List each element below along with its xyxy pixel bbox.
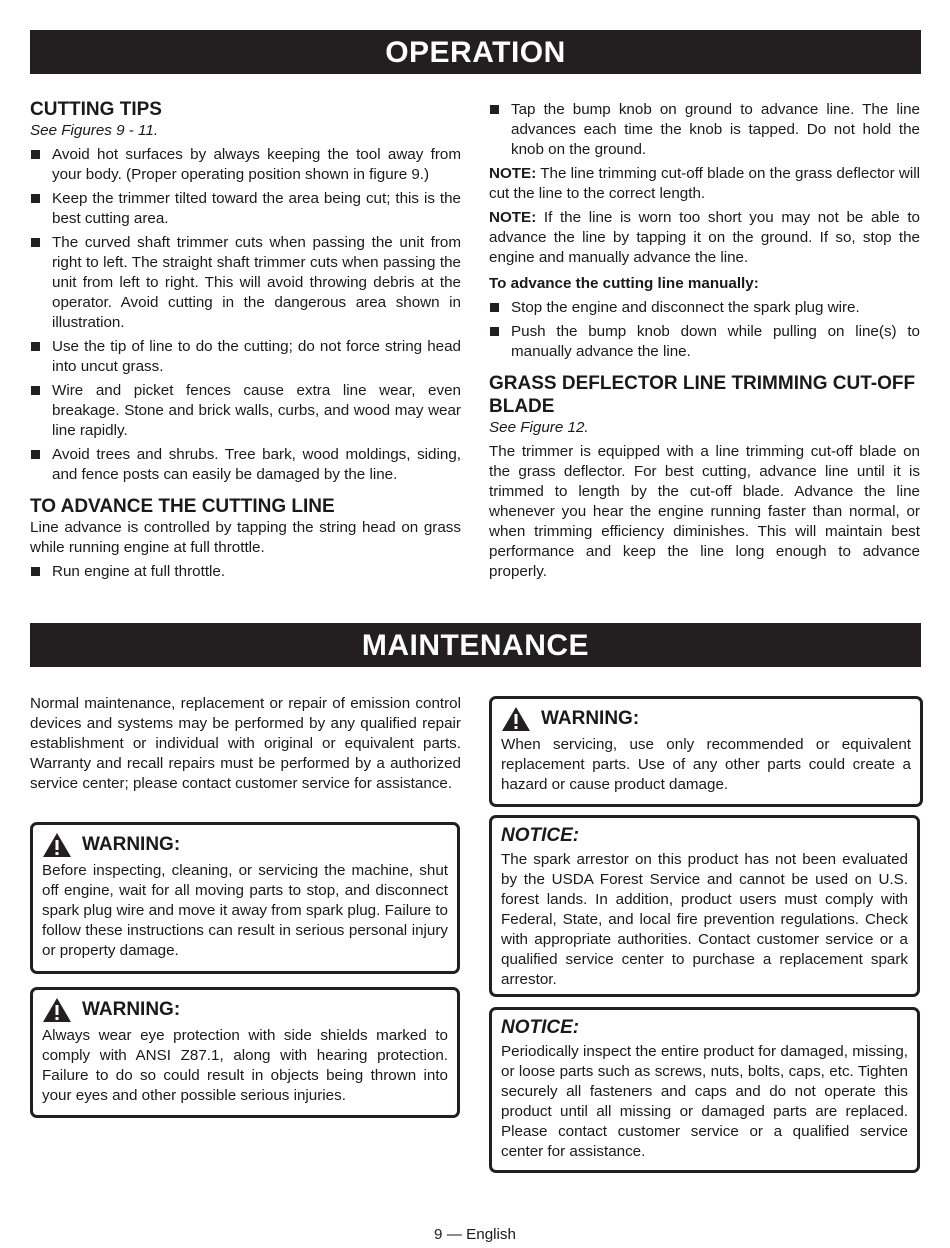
cutting-tips-list <box>30 145 461 485</box>
list-item: Run engine at full throttle. <box>30 562 461 582</box>
warning-title: WARNING: <box>82 999 181 1020</box>
advance-line-continued <box>489 100 920 586</box>
warning-title: WARNING: <box>82 834 181 855</box>
square-bullet-icon <box>490 105 499 114</box>
note-line-too-short: NOTE: If the line is worn too short you may not be able to advance the line by tapping it on the ground. If so, stop the engine and manually advance the line. <box>489 209 920 266</box>
advance-line-intro: Line advance is controlled by tapping the string head on grass while running engine at full throttle. <box>30 519 461 556</box>
warning-title: WARNING: <box>541 708 640 729</box>
maintenance-banner: MAINTENANCE <box>30 623 921 667</box>
list-item: Use the tip of line to do the cutting; do not force string head into uncut grass. <box>30 337 461 377</box>
square-bullet-icon <box>31 567 40 576</box>
operation-banner: OPERATION <box>30 30 921 74</box>
warning-text: Always wear eye protection with side shields marked to comply with ANSI Z87.1, along with hearing protection. Failure to do so could result in objects being thrown into your eyes and other possible serious injuries. <box>42 1027 448 1104</box>
list-item: Tap the bump knob on ground to advance line. The line advances each time the knob is tapped. Do not hold the knob on the ground. <box>489 100 920 160</box>
maintenance-intro <box>30 694 461 798</box>
list-item: The curved shaft trimmer cuts when passing the unit from right to left. The straight shaft trimmer cuts when passing the unit from left to right. This will avoid throwing debris at the operator. Avoid cutting in the dangerous area shown in illustration. <box>30 233 461 333</box>
square-bullet-icon <box>31 386 40 395</box>
list-item: Wire and picket fences cause extra line wear, even breakage. Stone and brick walls, curbs, and wood may wear line rapidly. <box>30 381 461 441</box>
list-item: Avoid hot surfaces by always keeping the tool away from your body. (Proper operating position shown in figure 9.) <box>30 145 461 185</box>
warning-box-inspecting <box>30 822 460 974</box>
manual-advance-list <box>489 298 920 362</box>
warning-triangle-icon <box>42 997 72 1023</box>
square-bullet-icon <box>31 238 40 247</box>
warning-triangle-icon <box>42 832 72 858</box>
warning-header <box>42 831 448 859</box>
maintenance-intro-text: Normal maintenance, replacement or repair of emission control devices and systems may be performed by any qualified repair establishment or individual with original or equivalent parts. Warranty and recall repairs must be performed by a authorized service center; please contact customer service for assistance. <box>30 695 461 792</box>
deflector-text: The trimmer is equipped with a line trimming cut-off blade on the grass deflector. For best cutting, advance line until it is trimmed to length by the cut-off blade. Advance the line whenever you hear the engine running faster than normal, or when trimming efficiency diminishes. This will maintain best performance and keep the line long enough to advance properly. <box>489 443 920 580</box>
advance-line-list-right <box>489 100 920 160</box>
square-bullet-icon <box>31 150 40 159</box>
warning-triangle-icon <box>501 706 531 732</box>
notice-text: The spark arrestor on this product has not been evaluated by the USDA Forest Service and cannot be used on U.S. forest lands. In addition, product users must comply with Federal, State, and local fire prevention regulations. Check with appropriate authorities. Contact customer service or a qualified service center to purchase a replacement spark arrestor. <box>501 851 908 988</box>
warning-box-eye-protection <box>30 987 460 1118</box>
advance-line-heading: TO ADVANCE THE CUTTING LINE <box>30 496 335 517</box>
manual-advance-heading: To advance the cutting line manually: <box>489 275 759 292</box>
notice-header <box>501 1016 908 1040</box>
deflector-see-figure: See Figure 12. <box>489 419 589 436</box>
warning-text: Before inspecting, cleaning, or servicing the machine, shut off engine, wait for all moving parts to stop, and disconnect spark plug wire and move it away from spark plug. Failure to follow these instructions can result in serious personal injury or property damage. <box>42 862 448 959</box>
advance-line-list-left <box>30 562 461 582</box>
notice-header <box>501 824 908 848</box>
notice-box-inspect <box>489 1007 920 1173</box>
cutting-tips-see-figures: See Figures 9 - 11. <box>30 122 159 139</box>
square-bullet-icon <box>490 303 499 312</box>
notice-title: NOTICE: <box>501 825 580 846</box>
deflector-heading: GRASS DEFLECTOR LINE TRIMMING CUT-OFF BLADE <box>489 373 916 417</box>
warning-header <box>501 705 911 733</box>
square-bullet-icon <box>31 450 40 459</box>
notice-title: NOTICE: <box>501 1017 580 1038</box>
list-item: Push the bump knob down while pulling on line(s) to manually advance the line. <box>489 322 920 362</box>
notice-text: Periodically inspect the entire product for damaged, missing, or loose parts such as screws, nuts, bolts, caps, etc. Tighten securely all fasteners and caps and do not operate this product until all missing or damaged parts are replaced. Please contact customer service or a qualified service center for assistance. <box>501 1043 908 1160</box>
warning-header <box>42 996 448 1024</box>
square-bullet-icon <box>31 342 40 351</box>
cutting-tips-heading: CUTTING TIPS <box>30 99 162 120</box>
warning-text: When servicing, use only recommended or equivalent replacement parts. Use of any other parts could create a hazard or cause product damage. <box>501 736 911 793</box>
list-item: Stop the engine and disconnect the spark plug wire. <box>489 298 920 318</box>
cutting-tips-section <box>30 98 461 586</box>
list-item: Keep the trimmer tilted toward the area being cut; this is the best cutting area. <box>30 189 461 229</box>
warning-box-servicing <box>489 696 923 807</box>
list-item: Avoid trees and shrubs. Tree bark, wood moldings, siding, and fence posts can easily be damaged by the line. <box>30 445 461 485</box>
page-footer: 9 — English <box>434 1226 516 1243</box>
square-bullet-icon <box>31 194 40 203</box>
note-line-cut-off: NOTE: The line trimming cut-off blade on the grass deflector will cut the line to the correct length. <box>489 165 920 202</box>
notice-box-spark-arrestor <box>489 815 920 997</box>
square-bullet-icon <box>490 327 499 336</box>
